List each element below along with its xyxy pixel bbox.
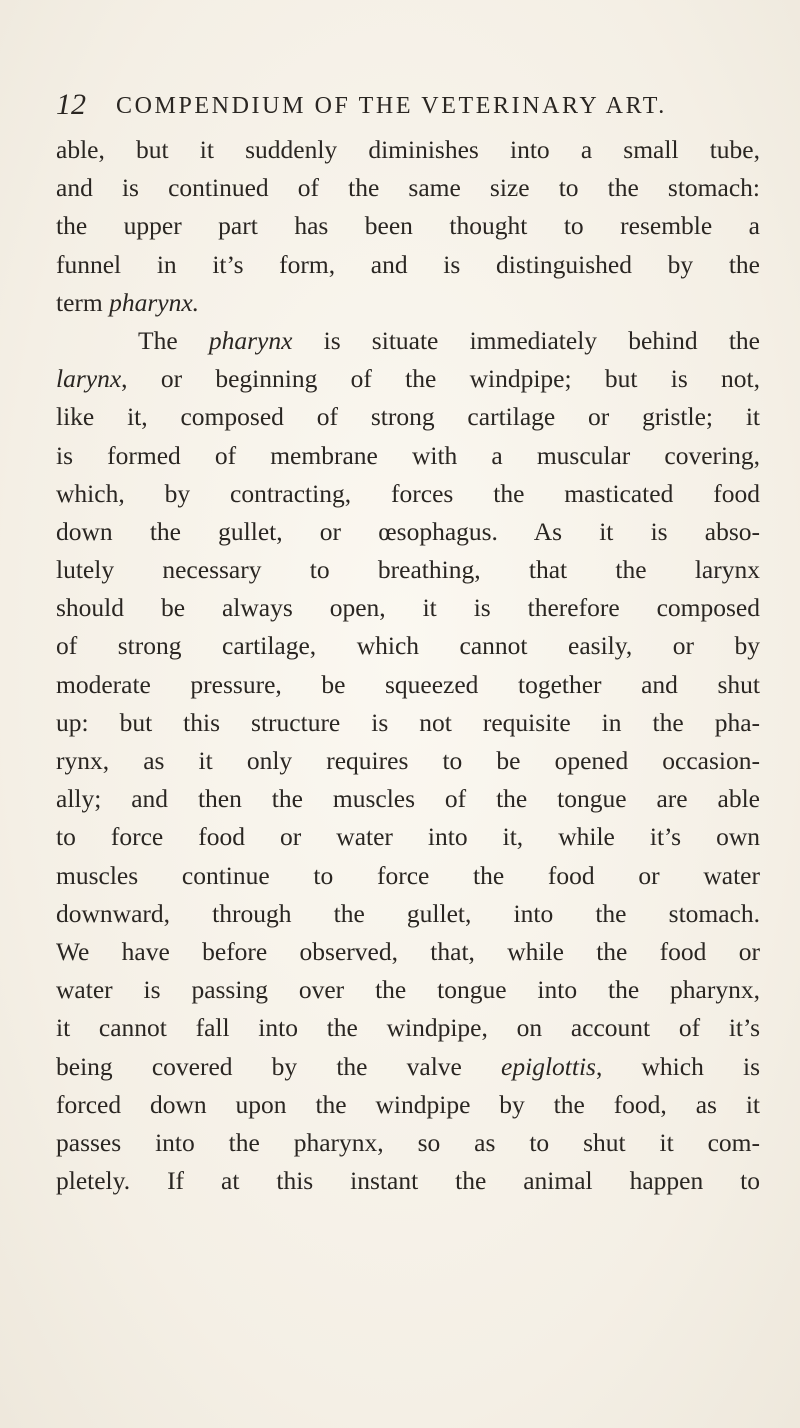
text-line: should be always open, it is therefore composed (56, 593, 760, 623)
italic-term: larynx (56, 364, 122, 394)
text-line: like it, composed of strong cartilage or gristle; it (56, 402, 760, 432)
text-line: The pharynx is situate immediately behind the (138, 325, 760, 355)
page-number: 12 (56, 88, 86, 121)
text-line: the upper part has been thought to resemble a (56, 211, 760, 241)
text-line: forced down upon the windpipe by the food, as it (56, 1089, 760, 1119)
italic-term: pharynx (208, 325, 293, 355)
text-line: lutely necessary to breathing, that the larynx (56, 555, 760, 585)
text-line: is formed of membrane with a muscular covering, (56, 440, 760, 470)
body-text (56, 131, 760, 1200)
text-line: passes into the pharynx, so as to shut it com- (56, 1127, 760, 1157)
italic-term: epiglottis (501, 1051, 596, 1081)
text-line: moderate pressure, be squeezed together and shut (56, 669, 760, 699)
text-line: of strong cartilage, which cannot easily, or by (56, 631, 760, 661)
text-line: pletely. If at this instant the animal happen to (56, 1166, 760, 1196)
text-line: term pharynx. (56, 287, 200, 317)
text-line: which, by contracting, forces the masticated food (56, 478, 760, 508)
text-line: able, but it suddenly diminishes into a small tube, (56, 135, 760, 164)
page-header (56, 86, 756, 126)
italic-term: pharynx. (109, 287, 200, 317)
text-line: up: but this structure is not requisite in the pha- (56, 707, 760, 737)
text-line: and is continued of the same size to the stomach: (56, 173, 760, 203)
text-line: downward, through the gullet, into the stomach. (56, 898, 760, 928)
running-title: COMPENDIUM OF THE VETERINARY ART. (116, 93, 667, 119)
text-line: funnel in it’s form, and is distinguished by the (56, 249, 760, 279)
text-line: We have before observed, that, while the food or (56, 936, 760, 966)
text-line: it cannot fall into the windpipe, on account of it’s (56, 1013, 760, 1043)
text-line: down the gullet, or œsophagus. As it is abso- (56, 516, 760, 546)
text-line: rynx, as it only requires to be opened occasion- (56, 746, 760, 775)
text-line: water is passing over the tongue into the pharynx, (56, 975, 760, 1005)
text-line: ally; and then the muscles of the tongue are able (56, 784, 760, 814)
text-line: being covered by the valve epiglottis, which is (56, 1051, 760, 1081)
text-line: larynx, or beginning of the windpipe; but is not, (56, 364, 760, 394)
text-line: to force food or water into it, while it’s own (56, 822, 760, 852)
text-line: muscles continue to force the food or water (56, 860, 760, 890)
